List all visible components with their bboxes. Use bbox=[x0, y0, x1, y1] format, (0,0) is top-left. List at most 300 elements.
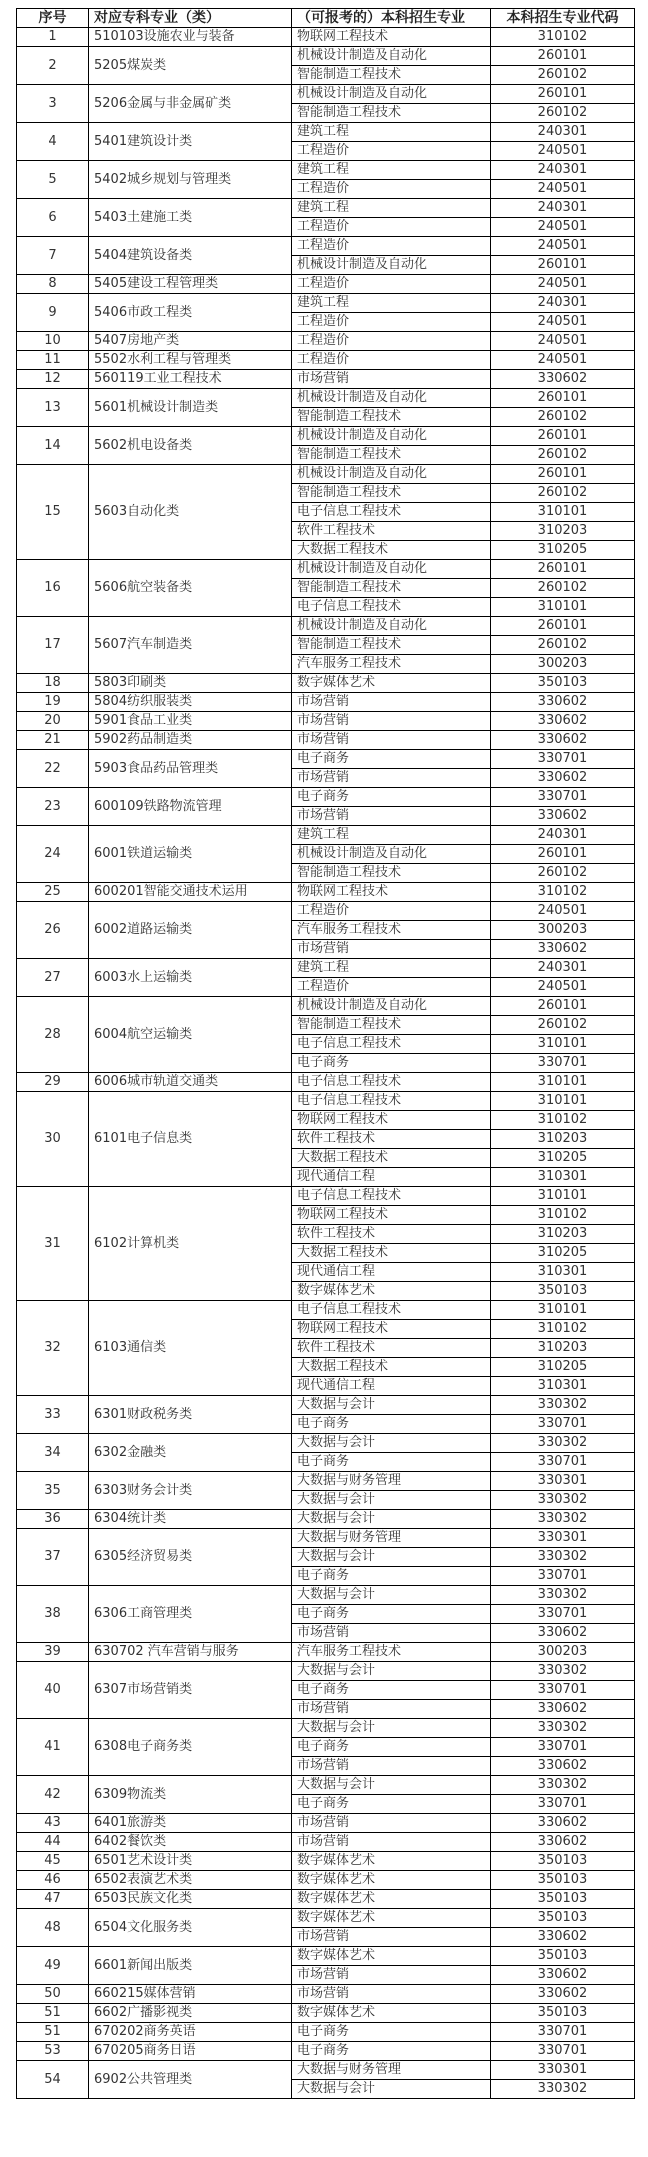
undergrad-code-cell: 310101 bbox=[491, 598, 635, 617]
undergrad-code-cell: 260101 bbox=[491, 256, 635, 275]
undergrad-code-cell: 330602 bbox=[491, 693, 635, 712]
table-row bbox=[17, 199, 635, 218]
undergrad-code-cell: 260102 bbox=[491, 484, 635, 503]
table-row bbox=[17, 85, 635, 104]
serial-no-cell: 51 bbox=[17, 2004, 89, 2023]
junior-major-cell: 5406市政工程类 bbox=[89, 294, 292, 332]
undergrad-major-cell: 电子信息工程技术 bbox=[292, 1092, 491, 1111]
junior-major-cell: 6602广播影视类 bbox=[89, 2004, 292, 2023]
junior-major-cell: 600109铁路物流管理 bbox=[89, 788, 292, 826]
undergrad-code-cell: 310203 bbox=[491, 1225, 635, 1244]
junior-major-cell: 6004航空运输类 bbox=[89, 997, 292, 1073]
undergrad-major-cell: 数字媒体艺术 bbox=[292, 1947, 491, 1966]
undergrad-code-cell: 310301 bbox=[491, 1168, 635, 1187]
undergrad-code-cell: 310203 bbox=[491, 1130, 635, 1149]
serial-no-cell: 34 bbox=[17, 1434, 89, 1472]
undergrad-code-cell: 240301 bbox=[491, 123, 635, 142]
junior-major-cell: 6303财务会计类 bbox=[89, 1472, 292, 1510]
undergrad-code-cell: 350103 bbox=[491, 1947, 635, 1966]
junior-major-cell: 6308电子商务类 bbox=[89, 1719, 292, 1776]
table-row bbox=[17, 1985, 635, 2004]
undergrad-code-cell: 330701 bbox=[491, 2023, 635, 2042]
undergrad-code-cell: 310301 bbox=[491, 1263, 635, 1282]
undergrad-major-cell: 大数据工程技术 bbox=[292, 1244, 491, 1263]
serial-no-cell: 8 bbox=[17, 275, 89, 294]
undergrad-major-cell: 智能制造工程技术 bbox=[292, 66, 491, 85]
major-mapping-table bbox=[16, 8, 635, 2099]
undergrad-major-cell: 工程造价 bbox=[292, 332, 491, 351]
undergrad-code-cell: 310102 bbox=[491, 1206, 635, 1225]
undergrad-code-cell: 330302 bbox=[491, 1491, 635, 1510]
undergrad-major-cell: 大数据与会计 bbox=[292, 1586, 491, 1605]
table-row bbox=[17, 47, 635, 66]
undergrad-code-cell: 240501 bbox=[491, 313, 635, 332]
undergrad-code-cell: 330602 bbox=[491, 731, 635, 750]
header-undergrad-code: 本科招生专业代码 bbox=[491, 9, 635, 28]
serial-no-cell: 49 bbox=[17, 1947, 89, 1985]
undergrad-code-cell: 240301 bbox=[491, 161, 635, 180]
table-row bbox=[17, 693, 635, 712]
serial-no-cell: 20 bbox=[17, 712, 89, 731]
undergrad-code-cell: 330701 bbox=[491, 1453, 635, 1472]
serial-no-cell: 44 bbox=[17, 1833, 89, 1852]
table-row bbox=[17, 1472, 635, 1491]
junior-major-cell: 5205煤炭类 bbox=[89, 47, 292, 85]
undergrad-code-cell: 310101 bbox=[491, 1073, 635, 1092]
undergrad-code-cell: 330602 bbox=[491, 1814, 635, 1833]
undergrad-code-cell: 260101 bbox=[491, 465, 635, 484]
undergrad-code-cell: 310102 bbox=[491, 1111, 635, 1130]
serial-no-cell: 22 bbox=[17, 750, 89, 788]
undergrad-code-cell: 350103 bbox=[491, 1909, 635, 1928]
table-row bbox=[17, 237, 635, 256]
undergrad-major-cell: 智能制造工程技术 bbox=[292, 484, 491, 503]
undergrad-major-cell: 大数据与会计 bbox=[292, 1719, 491, 1738]
undergrad-major-cell: 电子信息工程技术 bbox=[292, 503, 491, 522]
table-row bbox=[17, 294, 635, 313]
table-row bbox=[17, 275, 635, 294]
junior-major-cell: 6102计算机类 bbox=[89, 1187, 292, 1301]
undergrad-code-cell: 330602 bbox=[491, 769, 635, 788]
table-row bbox=[17, 1662, 635, 1681]
undergrad-major-cell: 工程造价 bbox=[292, 180, 491, 199]
undergrad-code-cell: 330302 bbox=[491, 1776, 635, 1795]
undergrad-code-cell: 240301 bbox=[491, 294, 635, 313]
undergrad-major-cell: 大数据与会计 bbox=[292, 1434, 491, 1453]
junior-major-cell: 6503民族文化类 bbox=[89, 1890, 292, 1909]
undergrad-major-cell: 工程造价 bbox=[292, 142, 491, 161]
undergrad-major-cell: 机械设计制造及自动化 bbox=[292, 997, 491, 1016]
undergrad-major-cell: 软件工程技术 bbox=[292, 1225, 491, 1244]
undergrad-major-cell: 市场营销 bbox=[292, 712, 491, 731]
undergrad-major-cell: 工程造价 bbox=[292, 902, 491, 921]
undergrad-code-cell: 330701 bbox=[491, 1795, 635, 1814]
table-row bbox=[17, 2004, 635, 2023]
undergrad-major-cell: 数字媒体艺术 bbox=[292, 1852, 491, 1871]
undergrad-code-cell: 330701 bbox=[491, 1681, 635, 1700]
undergrad-major-cell: 机械设计制造及自动化 bbox=[292, 85, 491, 104]
table-row bbox=[17, 351, 635, 370]
undergrad-code-cell: 330302 bbox=[491, 1586, 635, 1605]
serial-no-cell: 17 bbox=[17, 617, 89, 674]
header-undergrad-major: （可报考的）本科招生专业 bbox=[292, 9, 491, 28]
undergrad-major-cell: 智能制造工程技术 bbox=[292, 636, 491, 655]
undergrad-major-cell: 电子商务 bbox=[292, 750, 491, 769]
undergrad-code-cell: 260102 bbox=[491, 579, 635, 598]
undergrad-code-cell: 310101 bbox=[491, 1035, 635, 1054]
junior-major-cell: 6002道路运输类 bbox=[89, 902, 292, 959]
junior-major-cell: 5405建设工程管理类 bbox=[89, 275, 292, 294]
undergrad-major-cell: 市场营销 bbox=[292, 1966, 491, 1985]
undergrad-major-cell: 物联网工程技术 bbox=[292, 1206, 491, 1225]
undergrad-major-cell: 机械设计制造及自动化 bbox=[292, 47, 491, 66]
serial-no-cell: 29 bbox=[17, 1073, 89, 1092]
table-row bbox=[17, 750, 635, 769]
serial-no-cell: 43 bbox=[17, 1814, 89, 1833]
table-row bbox=[17, 1871, 635, 1890]
undergrad-code-cell: 350103 bbox=[491, 1871, 635, 1890]
undergrad-major-cell: 物联网工程技术 bbox=[292, 1111, 491, 1130]
junior-major-cell: 6401旅游类 bbox=[89, 1814, 292, 1833]
junior-major-cell: 630702 汽车营销与服务 bbox=[89, 1643, 292, 1662]
undergrad-major-cell: 机械设计制造及自动化 bbox=[292, 560, 491, 579]
table-row bbox=[17, 826, 635, 845]
header-junior-major: 对应专科专业（类） bbox=[89, 9, 292, 28]
undergrad-code-cell: 300203 bbox=[491, 1643, 635, 1662]
undergrad-major-cell: 工程造价 bbox=[292, 313, 491, 332]
undergrad-major-cell: 软件工程技术 bbox=[292, 1339, 491, 1358]
undergrad-code-cell: 350103 bbox=[491, 1890, 635, 1909]
undergrad-code-cell: 240501 bbox=[491, 902, 635, 921]
table-row bbox=[17, 1396, 635, 1415]
undergrad-major-cell: 软件工程技术 bbox=[292, 522, 491, 541]
undergrad-major-cell: 工程造价 bbox=[292, 351, 491, 370]
table-row bbox=[17, 560, 635, 579]
undergrad-major-cell: 工程造价 bbox=[292, 275, 491, 294]
junior-major-cell: 6601新闻出版类 bbox=[89, 1947, 292, 1985]
undergrad-code-cell: 260101 bbox=[491, 85, 635, 104]
table-row bbox=[17, 1187, 635, 1206]
table-row bbox=[17, 1510, 635, 1529]
undergrad-code-cell: 240501 bbox=[491, 978, 635, 997]
undergrad-major-cell: 市场营销 bbox=[292, 807, 491, 826]
serial-no-cell: 26 bbox=[17, 902, 89, 959]
undergrad-code-cell: 330701 bbox=[491, 788, 635, 807]
undergrad-code-cell: 330302 bbox=[491, 1548, 635, 1567]
table-row bbox=[17, 731, 635, 750]
junior-major-cell: 6306工商管理类 bbox=[89, 1586, 292, 1643]
serial-no-cell: 25 bbox=[17, 883, 89, 902]
undergrad-code-cell: 310101 bbox=[491, 1187, 635, 1206]
serial-no-cell: 35 bbox=[17, 1472, 89, 1510]
junior-major-cell: 6502表演艺术类 bbox=[89, 1871, 292, 1890]
junior-major-cell: 560119工业工程技术 bbox=[89, 370, 292, 389]
serial-no-cell: 50 bbox=[17, 1985, 89, 2004]
table-row bbox=[17, 1814, 635, 1833]
table-row bbox=[17, 161, 635, 180]
serial-no-cell: 51 bbox=[17, 2023, 89, 2042]
undergrad-code-cell: 330602 bbox=[491, 807, 635, 826]
undergrad-major-cell: 市场营销 bbox=[292, 1624, 491, 1643]
undergrad-code-cell: 310102 bbox=[491, 28, 635, 47]
junior-major-cell: 5602机电设备类 bbox=[89, 427, 292, 465]
undergrad-code-cell: 330602 bbox=[491, 1928, 635, 1947]
undergrad-major-cell: 机械设计制造及自动化 bbox=[292, 465, 491, 484]
undergrad-major-cell: 电子商务 bbox=[292, 1415, 491, 1434]
undergrad-major-cell: 大数据与会计 bbox=[292, 1396, 491, 1415]
undergrad-major-cell: 数字媒体艺术 bbox=[292, 1890, 491, 1909]
undergrad-major-cell: 汽车服务工程技术 bbox=[292, 655, 491, 674]
serial-no-cell: 19 bbox=[17, 693, 89, 712]
table-row bbox=[17, 997, 635, 1016]
undergrad-major-cell: 数字媒体艺术 bbox=[292, 2004, 491, 2023]
junior-major-cell: 5206金属与非金属矿类 bbox=[89, 85, 292, 123]
undergrad-major-cell: 电子商务 bbox=[292, 2023, 491, 2042]
undergrad-major-cell: 电子信息工程技术 bbox=[292, 1035, 491, 1054]
serial-no-cell: 33 bbox=[17, 1396, 89, 1434]
undergrad-code-cell: 310101 bbox=[491, 503, 635, 522]
undergrad-major-cell: 现代通信工程 bbox=[292, 1168, 491, 1187]
junior-major-cell: 670205商务日语 bbox=[89, 2042, 292, 2061]
undergrad-major-cell: 市场营销 bbox=[292, 940, 491, 959]
serial-no-cell: 45 bbox=[17, 1852, 89, 1871]
undergrad-major-cell: 智能制造工程技术 bbox=[292, 864, 491, 883]
undergrad-major-cell: 现代通信工程 bbox=[292, 1263, 491, 1282]
undergrad-major-cell: 机械设计制造及自动化 bbox=[292, 256, 491, 275]
undergrad-major-cell: 电子信息工程技术 bbox=[292, 1073, 491, 1092]
header-serial-no: 序号 bbox=[17, 9, 89, 28]
undergrad-code-cell: 330701 bbox=[491, 1738, 635, 1757]
undergrad-major-cell: 机械设计制造及自动化 bbox=[292, 845, 491, 864]
undergrad-code-cell: 260101 bbox=[491, 845, 635, 864]
undergrad-code-cell: 330301 bbox=[491, 1529, 635, 1548]
table-row bbox=[17, 1719, 635, 1738]
undergrad-major-cell: 电子商务 bbox=[292, 1567, 491, 1586]
table-row bbox=[17, 427, 635, 446]
junior-major-cell: 660215媒体营销 bbox=[89, 1985, 292, 2004]
table-row bbox=[17, 370, 635, 389]
undergrad-code-cell: 300203 bbox=[491, 921, 635, 940]
table-row bbox=[17, 2023, 635, 2042]
undergrad-major-cell: 市场营销 bbox=[292, 693, 491, 712]
undergrad-major-cell: 市场营销 bbox=[292, 731, 491, 750]
undergrad-code-cell: 240501 bbox=[491, 332, 635, 351]
table-row bbox=[17, 617, 635, 636]
table-row bbox=[17, 2061, 635, 2080]
junior-major-cell: 6003水上运输类 bbox=[89, 959, 292, 997]
undergrad-code-cell: 350103 bbox=[491, 1852, 635, 1871]
undergrad-code-cell: 240301 bbox=[491, 199, 635, 218]
junior-major-cell: 5902药品制造类 bbox=[89, 731, 292, 750]
table-row bbox=[17, 1833, 635, 1852]
serial-no-cell: 48 bbox=[17, 1909, 89, 1947]
undergrad-major-cell: 机械设计制造及自动化 bbox=[292, 617, 491, 636]
undergrad-major-cell: 市场营销 bbox=[292, 1833, 491, 1852]
junior-major-cell: 5407房地产类 bbox=[89, 332, 292, 351]
undergrad-code-cell: 240501 bbox=[491, 351, 635, 370]
undergrad-major-cell: 智能制造工程技术 bbox=[292, 408, 491, 427]
serial-no-cell: 3 bbox=[17, 85, 89, 123]
undergrad-major-cell: 大数据与会计 bbox=[292, 1548, 491, 1567]
junior-major-cell: 5606航空装备类 bbox=[89, 560, 292, 617]
undergrad-major-cell: 机械设计制造及自动化 bbox=[292, 427, 491, 446]
undergrad-code-cell: 330602 bbox=[491, 712, 635, 731]
undergrad-code-cell: 330302 bbox=[491, 1510, 635, 1529]
junior-major-cell: 6309物流类 bbox=[89, 1776, 292, 1814]
junior-major-cell: 600201智能交通技术运用 bbox=[89, 883, 292, 902]
undergrad-code-cell: 260102 bbox=[491, 864, 635, 883]
junior-major-cell: 6301财政税务类 bbox=[89, 1396, 292, 1434]
junior-major-cell: 5402城乡规划与管理类 bbox=[89, 161, 292, 199]
undergrad-code-cell: 260102 bbox=[491, 408, 635, 427]
undergrad-code-cell: 330602 bbox=[491, 940, 635, 959]
serial-no-cell: 12 bbox=[17, 370, 89, 389]
junior-major-cell: 6302金融类 bbox=[89, 1434, 292, 1472]
serial-no-cell: 54 bbox=[17, 2061, 89, 2099]
junior-major-cell: 5901食品工业类 bbox=[89, 712, 292, 731]
table-row bbox=[17, 2042, 635, 2061]
junior-major-cell: 6103通信类 bbox=[89, 1301, 292, 1396]
junior-major-cell: 510103设施农业与装备 bbox=[89, 28, 292, 47]
undergrad-major-cell: 建筑工程 bbox=[292, 959, 491, 978]
table-row bbox=[17, 389, 635, 408]
table-row bbox=[17, 1434, 635, 1453]
undergrad-code-cell: 240501 bbox=[491, 237, 635, 256]
serial-no-cell: 23 bbox=[17, 788, 89, 826]
undergrad-major-cell: 电子信息工程技术 bbox=[292, 1301, 491, 1320]
undergrad-major-cell: 大数据与财务管理 bbox=[292, 1529, 491, 1548]
undergrad-major-cell: 电子信息工程技术 bbox=[292, 1187, 491, 1206]
undergrad-major-cell: 数字媒体艺术 bbox=[292, 1909, 491, 1928]
undergrad-code-cell: 330602 bbox=[491, 1833, 635, 1852]
undergrad-code-cell: 310203 bbox=[491, 522, 635, 541]
junior-major-cell: 5403土建施工类 bbox=[89, 199, 292, 237]
undergrad-major-cell: 工程造价 bbox=[292, 218, 491, 237]
undergrad-code-cell: 240301 bbox=[491, 959, 635, 978]
undergrad-major-cell: 大数据与财务管理 bbox=[292, 1472, 491, 1491]
table-body bbox=[17, 28, 635, 2099]
table-row bbox=[17, 1852, 635, 1871]
serial-no-cell: 47 bbox=[17, 1890, 89, 1909]
undergrad-major-cell: 市场营销 bbox=[292, 370, 491, 389]
undergrad-code-cell: 240501 bbox=[491, 218, 635, 237]
table-row bbox=[17, 788, 635, 807]
table-row bbox=[17, 1643, 635, 1662]
undergrad-major-cell: 大数据与会计 bbox=[292, 1491, 491, 1510]
undergrad-code-cell: 330602 bbox=[491, 370, 635, 389]
junior-major-cell: 5804纺织服装类 bbox=[89, 693, 292, 712]
serial-no-cell: 32 bbox=[17, 1301, 89, 1396]
undergrad-code-cell: 260101 bbox=[491, 389, 635, 408]
undergrad-major-cell: 智能制造工程技术 bbox=[292, 1016, 491, 1035]
junior-major-cell: 5803印刷类 bbox=[89, 674, 292, 693]
undergrad-major-cell: 电子商务 bbox=[292, 1681, 491, 1700]
serial-no-cell: 39 bbox=[17, 1643, 89, 1662]
undergrad-code-cell: 350103 bbox=[491, 1282, 635, 1301]
undergrad-major-cell: 汽车服务工程技术 bbox=[292, 1643, 491, 1662]
serial-no-cell: 4 bbox=[17, 123, 89, 161]
undergrad-code-cell: 240301 bbox=[491, 826, 635, 845]
undergrad-major-cell: 电子商务 bbox=[292, 1738, 491, 1757]
junior-major-cell: 6001铁道运输类 bbox=[89, 826, 292, 883]
serial-no-cell: 7 bbox=[17, 237, 89, 275]
undergrad-major-cell: 大数据与会计 bbox=[292, 1662, 491, 1681]
serial-no-cell: 40 bbox=[17, 1662, 89, 1719]
undergrad-major-cell: 大数据工程技术 bbox=[292, 1149, 491, 1168]
table-row bbox=[17, 1092, 635, 1111]
table-row bbox=[17, 674, 635, 693]
table-row bbox=[17, 959, 635, 978]
undergrad-code-cell: 240501 bbox=[491, 142, 635, 161]
serial-no-cell: 37 bbox=[17, 1529, 89, 1586]
junior-major-cell: 5603自动化类 bbox=[89, 465, 292, 560]
serial-no-cell: 5 bbox=[17, 161, 89, 199]
undergrad-major-cell: 数字媒体艺术 bbox=[292, 674, 491, 693]
undergrad-major-cell: 物联网工程技术 bbox=[292, 883, 491, 902]
undergrad-major-cell: 电子商务 bbox=[292, 1795, 491, 1814]
table-header-row bbox=[17, 9, 635, 28]
undergrad-code-cell: 310203 bbox=[491, 1339, 635, 1358]
serial-no-cell: 9 bbox=[17, 294, 89, 332]
undergrad-code-cell: 330302 bbox=[491, 1434, 635, 1453]
undergrad-major-cell: 工程造价 bbox=[292, 237, 491, 256]
undergrad-major-cell: 机械设计制造及自动化 bbox=[292, 389, 491, 408]
junior-major-cell: 6304统计类 bbox=[89, 1510, 292, 1529]
serial-no-cell: 42 bbox=[17, 1776, 89, 1814]
undergrad-major-cell: 市场营销 bbox=[292, 1700, 491, 1719]
junior-major-cell: 5601机械设计制造类 bbox=[89, 389, 292, 427]
undergrad-code-cell: 260102 bbox=[491, 1016, 635, 1035]
table-row bbox=[17, 28, 635, 47]
serial-no-cell: 13 bbox=[17, 389, 89, 427]
junior-major-cell: 6504文化服务类 bbox=[89, 1909, 292, 1947]
serial-no-cell: 18 bbox=[17, 674, 89, 693]
undergrad-code-cell: 300203 bbox=[491, 655, 635, 674]
undergrad-code-cell: 310205 bbox=[491, 1149, 635, 1168]
undergrad-code-cell: 330602 bbox=[491, 1700, 635, 1719]
table-row bbox=[17, 883, 635, 902]
serial-no-cell: 38 bbox=[17, 1586, 89, 1643]
serial-no-cell: 16 bbox=[17, 560, 89, 617]
undergrad-code-cell: 330602 bbox=[491, 1757, 635, 1776]
junior-major-cell: 5607汽车制造类 bbox=[89, 617, 292, 674]
serial-no-cell: 46 bbox=[17, 1871, 89, 1890]
serial-no-cell: 41 bbox=[17, 1719, 89, 1776]
junior-major-cell: 5401建筑设计类 bbox=[89, 123, 292, 161]
undergrad-major-cell: 大数据与会计 bbox=[292, 1510, 491, 1529]
undergrad-major-cell: 建筑工程 bbox=[292, 199, 491, 218]
undergrad-code-cell: 330302 bbox=[491, 1719, 635, 1738]
undergrad-code-cell: 330701 bbox=[491, 1567, 635, 1586]
undergrad-code-cell: 350103 bbox=[491, 2004, 635, 2023]
junior-major-cell: 6902公共管理类 bbox=[89, 2061, 292, 2099]
undergrad-code-cell: 330602 bbox=[491, 1966, 635, 1985]
serial-no-cell: 1 bbox=[17, 28, 89, 47]
undergrad-major-cell: 电子商务 bbox=[292, 788, 491, 807]
undergrad-code-cell: 330701 bbox=[491, 1605, 635, 1624]
undergrad-code-cell: 330602 bbox=[491, 1624, 635, 1643]
table-row bbox=[17, 465, 635, 484]
undergrad-code-cell: 260101 bbox=[491, 560, 635, 579]
serial-no-cell: 36 bbox=[17, 1510, 89, 1529]
undergrad-major-cell: 智能制造工程技术 bbox=[292, 446, 491, 465]
table-row bbox=[17, 1947, 635, 1966]
undergrad-major-cell: 智能制造工程技术 bbox=[292, 104, 491, 123]
undergrad-code-cell: 260101 bbox=[491, 997, 635, 1016]
undergrad-code-cell: 260102 bbox=[491, 636, 635, 655]
undergrad-code-cell: 310101 bbox=[491, 1092, 635, 1111]
undergrad-code-cell: 260102 bbox=[491, 104, 635, 123]
